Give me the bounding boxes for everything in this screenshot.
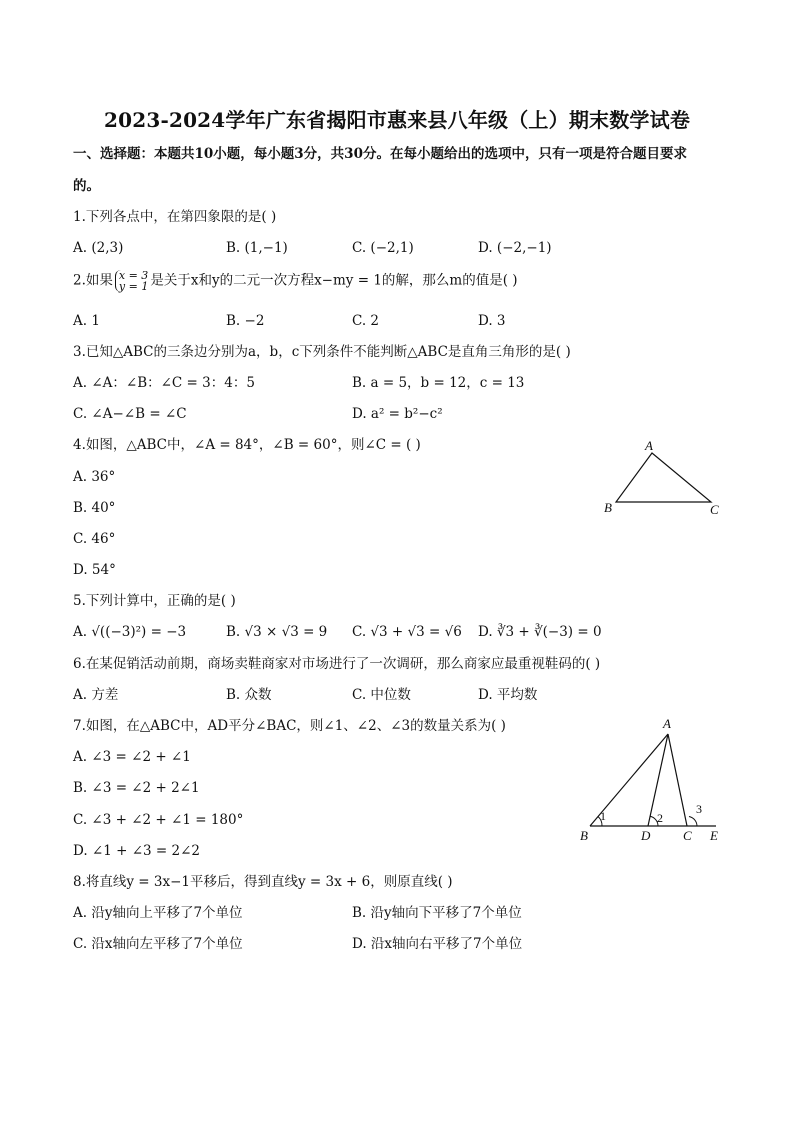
q2-option-d[interactable]: D. 3: [478, 313, 506, 329]
q8-option-d[interactable]: D. 沿x轴向右平移了7个单位: [352, 936, 523, 952]
q7-angle3-arc: [689, 817, 697, 827]
q7-option-c[interactable]: C. ∠3 + ∠2 + ∠1 = 180°: [73, 812, 244, 828]
q4-label-c: C: [710, 502, 719, 517]
question-4-stem: 4.如图，△ABC中，∠A = 84°，∠B = 60°，则∠C = ( ): [73, 437, 421, 453]
q2-option-a[interactable]: A. 1: [73, 313, 100, 329]
q6-option-d[interactable]: D. 平均数: [478, 687, 538, 703]
q4-triangle: [616, 453, 711, 502]
section-instructions-line2: 的。: [73, 178, 100, 194]
q8-option-c[interactable]: C. 沿x轴向左平移了7个单位: [73, 936, 243, 952]
question-7-stem: 7.如图，在△ABC中，AD平分∠BAC，则∠1、∠2、∠3的数量关系为( ): [73, 718, 506, 734]
q7-triangle-figure: [576, 712, 736, 846]
q7-option-d[interactable]: D. ∠1 + ∠3 = 2∠2: [73, 843, 201, 859]
q7-option-a[interactable]: A. ∠3 = ∠2 + ∠1: [73, 749, 191, 765]
q3-option-b[interactable]: B. a = 5，b = 12，c = 13: [352, 375, 525, 391]
q8-option-b[interactable]: B. 沿y轴向下平移了7个单位: [352, 905, 522, 921]
q7-label-b: B: [580, 828, 588, 843]
question-3-stem: 3.已知△ABC的三条边分别为a，b，c下列条件不能判断△ABC是直角三角形的是( ): [73, 344, 571, 360]
q4-label-a: A: [645, 438, 653, 453]
q7-label-e: E: [710, 828, 718, 843]
q2-sys-top: x = 3: [118, 269, 149, 282]
q3-option-d[interactable]: D. a² = b²−c²: [352, 406, 443, 422]
q6-option-a[interactable]: A. 方差: [73, 687, 119, 703]
q7-label-d: D: [641, 828, 651, 843]
q1-option-b[interactable]: B. (1,−1): [226, 240, 288, 256]
q7-angle2-label: 2: [657, 811, 663, 825]
q4-option-b[interactable]: B. 40°: [73, 500, 116, 516]
q1-option-c[interactable]: C. (−2,1): [352, 240, 414, 256]
q8-option-a[interactable]: A. 沿y轴向上平移了7个单位: [73, 905, 243, 921]
q4-option-a[interactable]: A. 36°: [73, 469, 116, 485]
q1-option-d[interactable]: D. (−2,−1): [478, 240, 552, 256]
exam-title: 2023-2024学年广东省揭阳市惠来县八年级（上）期末数学试卷: [103, 108, 691, 132]
question-6-stem: 6.在某促销活动前期，商场卖鞋商家对市场进行了一次调研，那么商家应最重视鞋码的( ): [73, 656, 601, 672]
q2-stem-suffix: 是关于x和y的二元一次方程x−my = 1的解，那么m的值是( ): [150, 272, 518, 289]
q7-angle3-label: 3: [696, 802, 702, 816]
q3-option-a[interactable]: A. ∠A：∠B：∠C = 3：4：5: [73, 375, 255, 391]
question-2-stem: [73, 270, 518, 292]
q6-option-b[interactable]: B. 众数: [226, 687, 272, 703]
q2-sys-bottom: y = 1: [118, 280, 149, 293]
q4-label-b: B: [604, 500, 612, 515]
q7-side-ac: [668, 734, 687, 826]
q7-angle1-label: 1: [600, 809, 606, 823]
q3-option-c[interactable]: C. ∠A−∠B = ∠C: [73, 406, 187, 422]
q2-stem-prefix: 2.如果: [73, 272, 113, 289]
q4-triangle-figure: [598, 436, 728, 520]
q2-equation-system: [115, 270, 148, 292]
q5-option-d[interactable]: D. ∛3 + ∛(−3) = 0: [478, 624, 602, 640]
q5-option-a[interactable]: A. √((−3)²) = −3: [73, 624, 187, 640]
q7-label-a: A: [663, 716, 671, 731]
question-1-stem: 1.下列各点中，在第四象限的是( ): [73, 209, 277, 225]
q6-option-c[interactable]: C. 中位数: [352, 687, 411, 703]
q5-option-b[interactable]: B. √3 × √3 = 9: [226, 624, 328, 640]
q1-option-a[interactable]: A. (2,3): [73, 240, 124, 256]
q7-option-b[interactable]: B. ∠3 = ∠2 + 2∠1: [73, 780, 200, 796]
question-5-stem: 5.下列计算中，正确的是( ): [73, 593, 236, 609]
q2-option-b[interactable]: B. −2: [226, 313, 265, 329]
q5-option-c[interactable]: C. √3 + √3 = √6: [352, 624, 462, 640]
question-8-stem: 8.将直线y = 3x−1平移后，得到直线y = 3x + 6，则原直线( ): [73, 874, 453, 890]
q4-option-d[interactable]: D. 54°: [73, 562, 116, 578]
q7-label-c: C: [683, 828, 692, 843]
q2-option-c[interactable]: C. 2: [352, 313, 380, 329]
section-instructions-line1: 一、选择题：本题共10小题，每小题3分，共30分。在每小题给出的选项中，只有一项是符合题目要求: [73, 146, 687, 162]
q4-option-c[interactable]: C. 46°: [73, 531, 116, 547]
